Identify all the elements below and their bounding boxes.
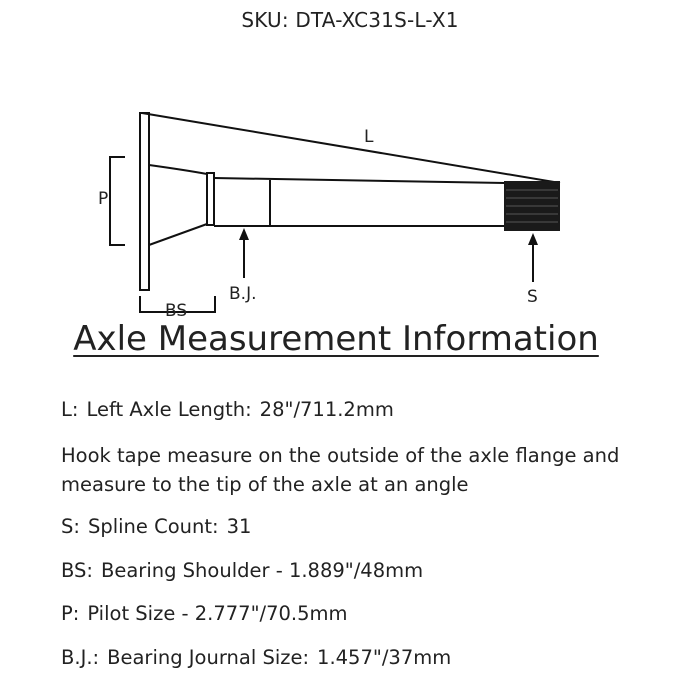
pilot-key: P: (61, 602, 80, 625)
instructions (61, 441, 661, 499)
bearing-shoulder-spec (61, 559, 681, 582)
bj-label: Bearing Journal Size: (107, 646, 310, 669)
length-spec (61, 398, 681, 421)
bj-key: B.J.: (61, 646, 100, 669)
spline-value: 31 (226, 515, 252, 538)
pilot-spec (61, 602, 681, 625)
bs-label: Bearing Shoulder - 1.889"/48mm (100, 559, 424, 582)
length-label: Left Axle Length: (86, 398, 252, 421)
label-bs: BS (165, 301, 188, 321)
pilot-bracket (110, 157, 125, 245)
spline-spec (61, 515, 681, 538)
length-value: 28"/711.2mm (259, 398, 394, 421)
bs-key: BS: (61, 559, 93, 582)
bearing-journal-spec (61, 646, 681, 669)
bearing-collar (207, 173, 214, 225)
flange-taper (149, 165, 207, 245)
spline-key: S: (61, 515, 80, 538)
spline-label: Spline Count: (87, 515, 219, 538)
sku-label: SKU: DTA-XC31S-L-X1 (241, 8, 459, 32)
length-key: L: (61, 398, 79, 421)
instructions-text: Hook tape measure on the outside of the axle flange and measure to the tip of the axle at an angle (61, 444, 620, 496)
axle-diagram (0, 0, 700, 330)
label-s: S (527, 287, 538, 307)
axle-flange (140, 113, 149, 290)
label-p: P (98, 189, 109, 209)
length-line (142, 113, 560, 183)
label-l: L (364, 127, 374, 147)
pilot-label: Pilot Size - 2.777"/70.5mm (87, 602, 348, 625)
label-bj: B.J. (229, 284, 257, 304)
page-title: Axle Measurement Information (73, 319, 599, 359)
bj-value: 1.457"/37mm (317, 646, 452, 669)
